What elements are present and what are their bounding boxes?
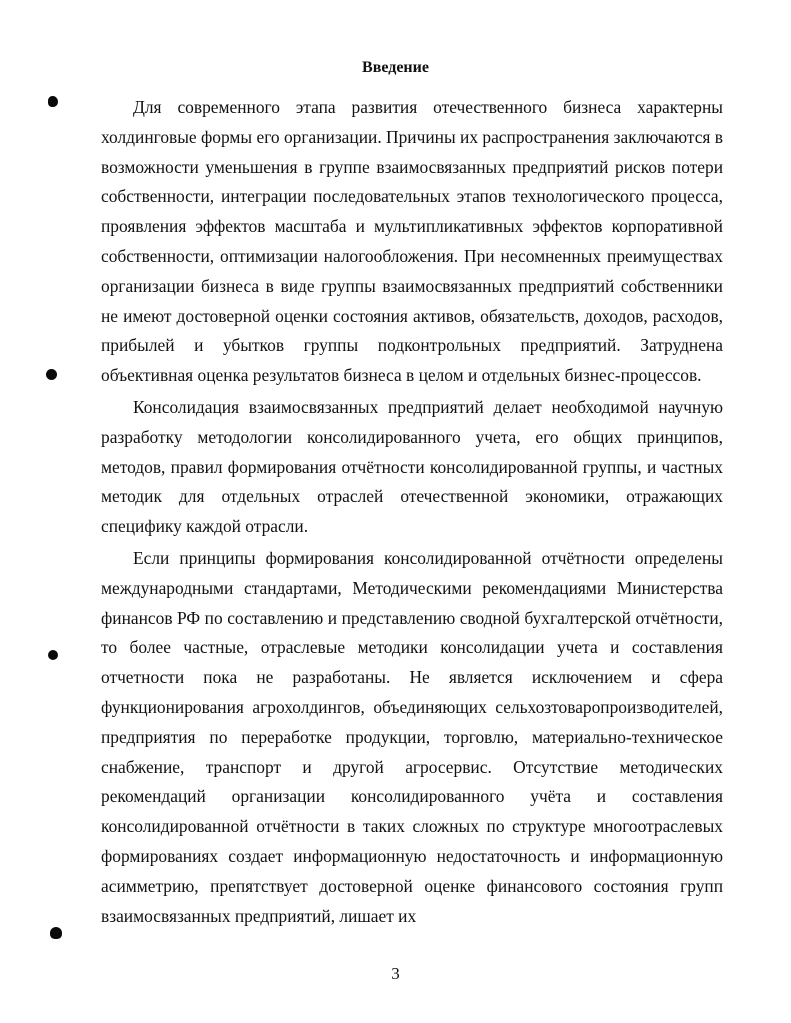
body-text	[101, 93, 723, 931]
page-number: 3	[391, 964, 400, 983]
margin-ink-mark	[48, 650, 58, 660]
margin-ink-mark	[46, 369, 57, 380]
paragraph-3: Если принципы формирования консолидированной отчётности определены международными стандартами, Методическими рекомендациями Министерства финансов РФ по составлению и представлению сводной бухгалтерской отчётности, то более частные, отраслевые методики консолидации учета и составления отчетности пока не разработаны. Не является исключением и сфера функционирования агрохолдингов, объединяющих сельхозтоваропроизводителей, предприятия по переработке продукции, торговлю, материально-техническое снабжение, транспорт и другой агросервис. Отсутствие методических рекомендаций организации консолидированного учёта и составления консолидированной отчётности в таких сложных по структуре многоотраслевых формированиях создает информационную недостаточность и информационную асимметрию, препятствует достоверной оценке финансового состояния групп взаимосвязанных предприятий, лишает их	[101, 547, 723, 926]
margin-ink-mark	[48, 96, 58, 107]
paragraph-2: Консолидация взаимосвязанных предприятий делает необходимой научную разработку методологии консолидированного учета, его общих принципов, методов, правил формирования отчётности консолидированной группы, и частных методик для отдельных отраслей отечественной экономики, отражающих специфику каждой отрасли.	[101, 396, 723, 537]
paragraph-1: Для современного этапа развития отечественного бизнеса характерны холдинговые формы его организации. Причины их распространения заключаются в возможности уменьшения в группе взаимосвязанных предприятий рисков потери собственности, интеграции последовательных этапов технологического процесса, проявления эффектов масштаба и мультипликативных эффектов корпоративной собственности, оптимизации налогообложения. При несомненных преимуществах организации бизнеса в виде группы взаимосвязанных предприятий собственники не имеют достоверной оценки состояния активов, обязательств, доходов, расходов, прибылей и убытков группы подконтрольных предприятий. Затруднена объективная оценка результатов бизнеса в целом и отдельных бизнес-процессов.	[101, 97, 723, 386]
margin-ink-mark	[50, 927, 62, 939]
section-heading: Введение	[362, 59, 429, 76]
